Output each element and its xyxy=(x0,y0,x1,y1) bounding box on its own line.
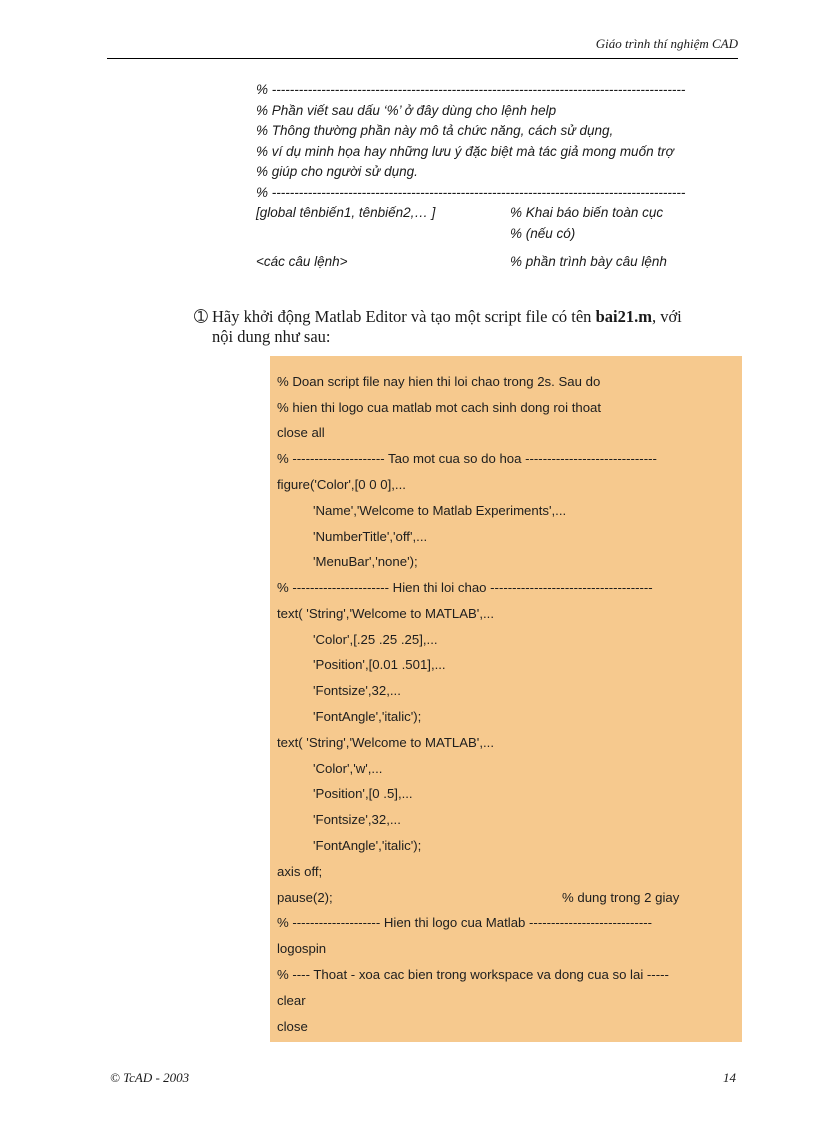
statements-placeholder: <các câu lệnh> xyxy=(256,254,348,269)
task-filename: bai21.m xyxy=(595,307,652,326)
code-line: 'Name','Welcome to Matlab Experiments',... xyxy=(313,503,567,518)
code-line: 'MenuBar','none'); xyxy=(313,554,418,569)
code-line: % ---------------------- Hien thi loi chao ------------------------------------- xyxy=(277,580,653,595)
code-listing xyxy=(270,356,742,1042)
code-line: 'Fontsize',32,... xyxy=(313,683,401,698)
code-line: 'FontAngle','italic'); xyxy=(313,709,422,724)
code-line: pause(2); xyxy=(277,890,333,905)
code-line: close all xyxy=(277,425,325,440)
global-declaration: [global tênbiến1, tênbiến2,… ] xyxy=(256,205,436,220)
help-template-block xyxy=(256,80,746,273)
global-comment-2: % (nếu có) xyxy=(510,225,576,241)
code-line: % --------------------- Tao mot cua so do hoa ------------------------------ xyxy=(277,451,657,466)
statements-comment: % phần trình bày câu lệnh xyxy=(510,254,667,269)
page-number: 14 xyxy=(723,1070,736,1085)
code-line: text( 'String','Welcome to MATLAB',... xyxy=(277,606,494,621)
help-line: % -------------------------------------------------------------------------------------------- xyxy=(256,82,686,97)
task-text-line2: nội dung như sau: xyxy=(212,327,331,346)
code-line: 'Color','w',... xyxy=(313,761,383,776)
code-line: 'Position',[0 .5],... xyxy=(313,786,413,801)
code-line: 'Color',[.25 .25 .25],... xyxy=(313,632,438,647)
code-line: axis off; xyxy=(277,864,323,879)
statements-row xyxy=(256,252,746,273)
code-line: % -------------------- Hien thi logo cua Matlab ---------------------------- xyxy=(277,915,652,930)
code-line: % Doan script file nay hien thi loi chao trong 2s. Sau do xyxy=(277,374,601,389)
help-line: % Phần viết sau dấu ‘%’ ở đây dùng cho lệnh help xyxy=(256,102,557,118)
help-line: % -------------------------------------------------------------------------------------------- xyxy=(256,184,686,200)
task-text-end: , với xyxy=(651,307,682,326)
header-rule xyxy=(107,58,738,59)
code-line: 'Position',[0.01 .501],... xyxy=(313,657,446,672)
task-paragraph xyxy=(196,307,741,347)
code-line: figure('Color',[0 0 0],... xyxy=(277,477,406,492)
global-comment: % Khai báo biến toàn cục xyxy=(510,205,664,220)
code-comment: % dung trong 2 giay xyxy=(562,890,680,905)
running-header: Giáo trình thí nghiệm CAD xyxy=(595,36,738,51)
code-line: 'Fontsize',32,... xyxy=(313,812,401,827)
code-line: close xyxy=(277,1019,308,1034)
footer-copyright: © TcAD - 2003 xyxy=(110,1070,190,1085)
code-line: 'NumberTitle','off',... xyxy=(313,529,428,544)
code-line: clear xyxy=(277,993,306,1008)
code-line: % hien thi logo cua matlab mot cach sinh dong roi thoat xyxy=(277,400,602,415)
code-line: logospin xyxy=(277,941,327,956)
code-line: 'FontAngle','italic'); xyxy=(313,838,422,853)
global-comment-row xyxy=(256,224,746,245)
help-line: % ví dụ minh họa hay những lưu ý đặc biệt mà tác giả mong muốn trợ xyxy=(256,143,674,159)
code-line: % ---- Thoat - xoa cac bien trong workspace va dong cua so lai ----- xyxy=(277,967,669,982)
code-line: text( 'String','Welcome to MATLAB',... xyxy=(277,735,494,750)
numbered-bullet-icon: ➀ xyxy=(194,307,208,326)
help-line: % giúp cho người sử dụng. xyxy=(256,164,418,179)
global-declaration-row xyxy=(256,203,746,224)
task-text: Hãy khởi động Matlab Editor và tạo một script file có tên xyxy=(212,307,596,326)
help-line: % Thông thường phần này mô tả chức năng, cách sử dụng, xyxy=(256,123,614,138)
